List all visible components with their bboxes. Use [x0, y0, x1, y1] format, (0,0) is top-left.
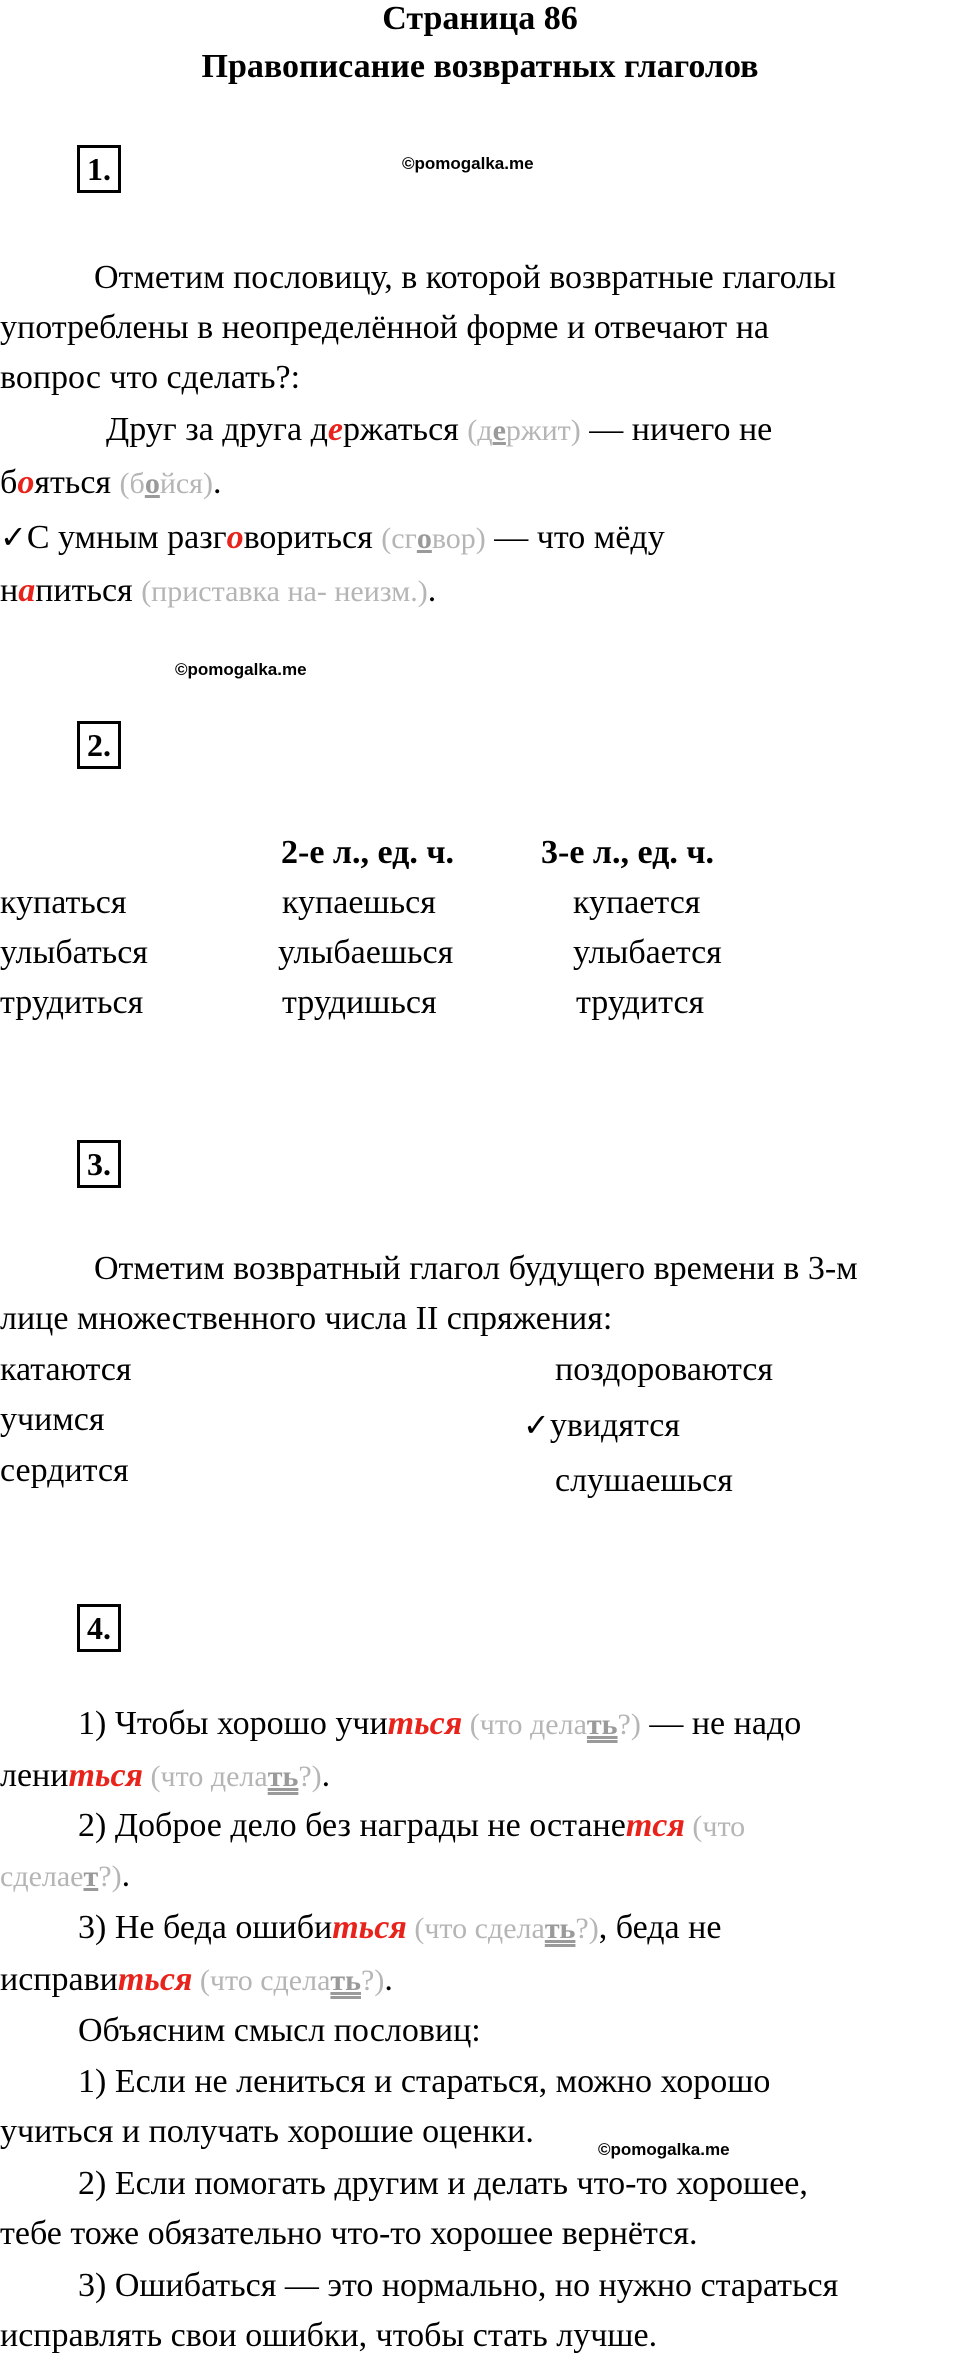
task1-intro-line1: Отметим пословицу, в которой возвратные глаголы: [94, 259, 836, 296]
check-icon: ✓: [0, 518, 27, 556]
watermark: ©pomogalka.me: [598, 2140, 730, 2159]
task3-intro-line2: лице множественного числа II спряжения:: [0, 1300, 613, 1337]
table-cell: улыбается: [573, 934, 722, 971]
task-number-4: 4.: [77, 1604, 121, 1652]
task4-s2-line1: 2) Доброе дело без награды не останется (что: [78, 1807, 746, 1844]
table-cell: трудится: [576, 984, 705, 1021]
task4-s1-line1: 1) Чтобы хорошо учиться (что делать?) — не надо: [78, 1705, 802, 1742]
table-cell: улыбаешься: [278, 934, 454, 971]
task1-proverb1-line2: бояться (бойся).: [0, 464, 222, 501]
option-word: поздороваются: [555, 1351, 773, 1388]
option-word: катаются: [0, 1351, 132, 1388]
task4-explain1-line1: 1) Если не лениться и стараться, можно хорошо: [78, 2063, 771, 2100]
task4-explain2-line2: тебе тоже обязательно что-то хорошее вернётся.: [0, 2215, 698, 2252]
task1-intro-line2: употреблены в неопределённой форме и отвечают на: [0, 309, 769, 346]
task4-s2-line2: сделает?).: [0, 1857, 131, 1894]
task-number-1: 1.: [77, 145, 121, 193]
topic-title: Правописание возвратных глаголов: [201, 48, 759, 85]
task4-explain3-line1: 3) Ошибаться — это нормально, но нужно стараться: [78, 2267, 839, 2304]
check-icon: ✓: [523, 1406, 550, 1444]
task3-intro-line1: Отметим возвратный глагол будущего времени в 3-м: [94, 1250, 858, 1287]
table-header-3rd-person: 3-е л., ед. ч.: [541, 834, 715, 871]
option-word: сердится: [0, 1452, 129, 1489]
task4-explain-title: Объясним смысл пословиц:: [78, 2012, 481, 2049]
task4-explain1-line2: учиться и получать хорошие оценки.: [0, 2113, 534, 2150]
table-cell: купаешься: [282, 884, 436, 921]
page-title: Страница 86: [382, 0, 578, 37]
task1-proverb1-line1: Друг за друга держаться (держит) — ничего не: [106, 411, 773, 448]
table-cell: купаться: [0, 884, 127, 921]
watermark: ©pomogalka.me: [175, 660, 307, 679]
task4-s3-line1: 3) Не беда ошибиться (что сделать?), беда не: [78, 1909, 722, 1946]
table-cell: улыбаться: [0, 934, 148, 971]
watermark: ©pomogalka.me: [402, 154, 534, 173]
task-number-2: 2.: [77, 721, 121, 769]
task1-proverb2-line1: ✓С умным разговориться (сговор) — что мёду: [0, 518, 665, 556]
task1-intro-line3: вопрос что сделать?:: [0, 359, 301, 396]
task4-explain2-line1: 2) Если помогать другим и делать что-то хорошее,: [78, 2165, 808, 2202]
table-cell: купается: [573, 884, 701, 921]
task4-s3-line2: исправиться (что сделать?).: [0, 1961, 393, 1998]
task1-proverb2-line2: напиться (приставка на- неизм.).: [0, 572, 437, 609]
task4-explain3-line2: исправлять свои ошибки, чтобы стать лучше.: [0, 2317, 658, 2354]
task-number-3: 3.: [77, 1140, 121, 1188]
option-word: учимся: [0, 1401, 105, 1438]
option-word-checked: ✓увидятся: [523, 1406, 681, 1444]
task4-s1-line2: лениться (что делать?).: [0, 1757, 331, 1794]
option-word: слушаешься: [555, 1462, 733, 1499]
table-cell: трудишься: [282, 984, 437, 1021]
table-header-2nd-person: 2-е л., ед. ч.: [281, 834, 455, 871]
table-cell: трудиться: [0, 984, 144, 1021]
